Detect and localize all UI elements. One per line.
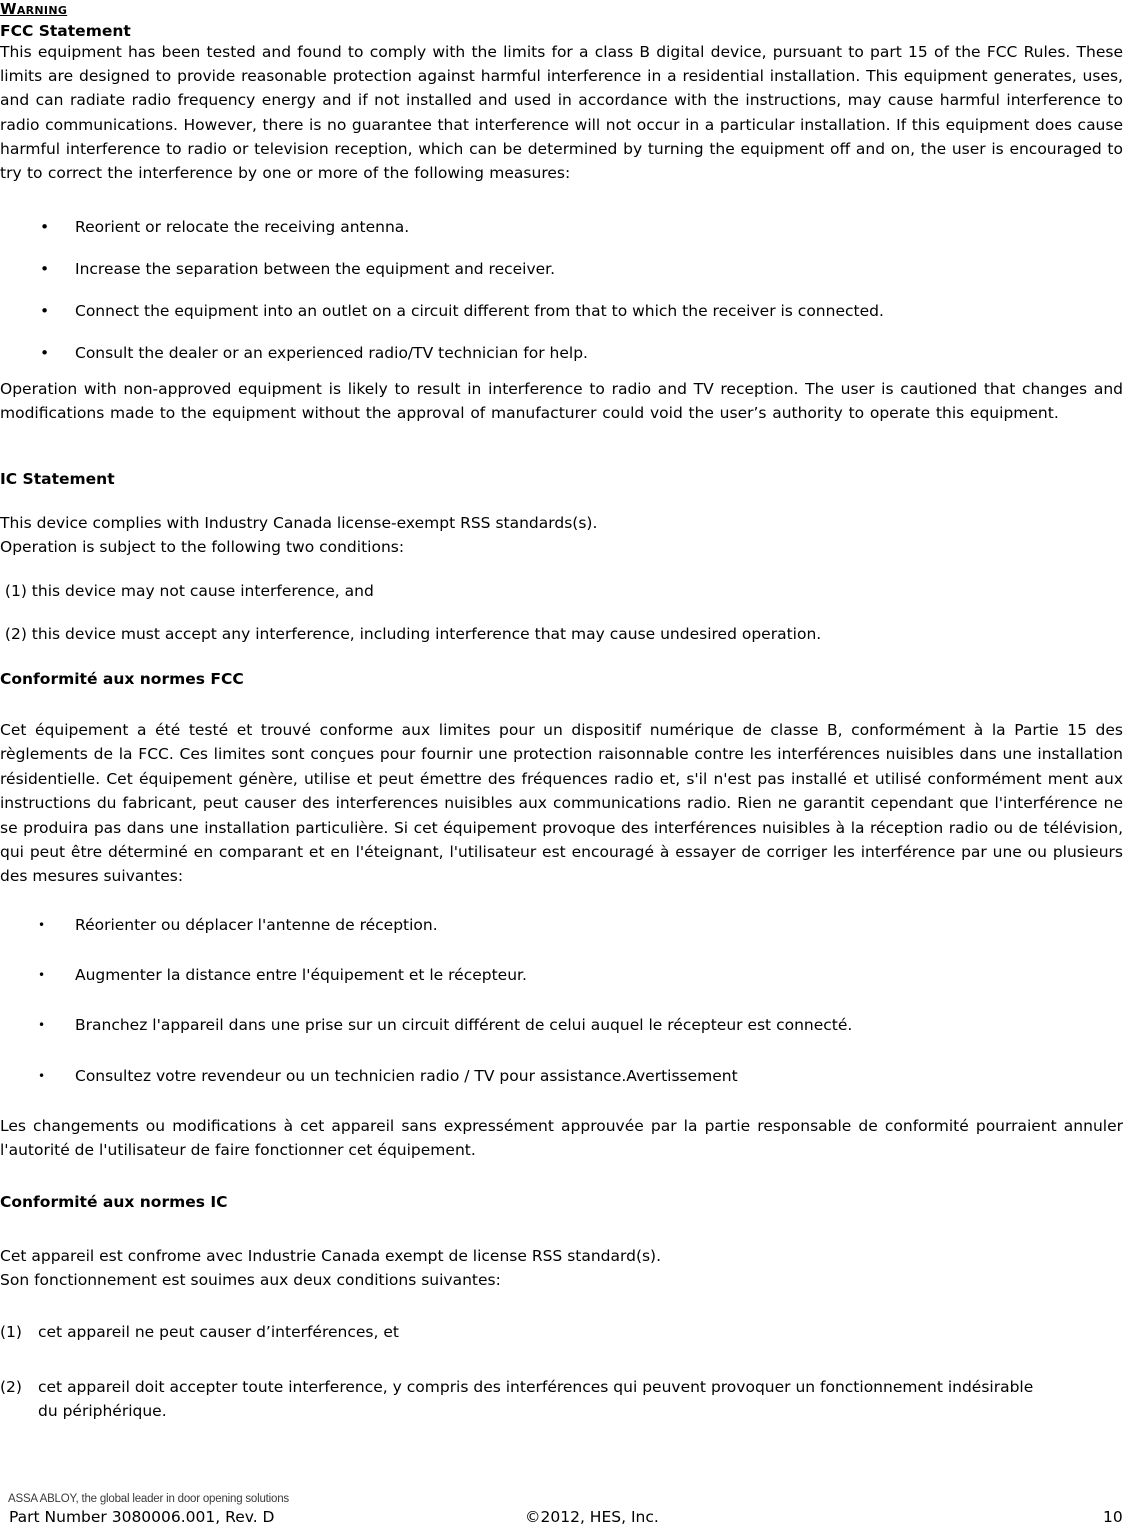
fcc-fr-caution-paragraph: Les changements ou modifications à cet appareil sans expressément approuvée par la partie responsable de conformité pourraient annuler l'autorité de l'utilisateur de faire fonctionner cet équipement. [0, 1117, 1123, 1160]
ic-heading: IC Statement [0, 470, 115, 488]
ic-fr-line-2: Son fonctionnement est souimes aux deux conditions suivantes: [0, 1271, 501, 1289]
warning-label [0, 0, 67, 18]
fcc-fr-measure-text: Réorienter ou déplacer l'antenne de réception. [75, 916, 438, 934]
fcc-fr-heading: Conformité aux normes FCC [0, 670, 244, 688]
bullet-icon: • [38, 1069, 46, 1083]
ic-line-2: Operation is subject to the following two conditions: [0, 538, 405, 556]
fcc-fr-intro-paragraph: Cet équipement a été testé et trouvé conforme aux limites pour un dispositif numérique de classe B, conformément à la Partie 15 des règlements de la FCC. Ces limites sont conçues pour fournir une protection raisonnable contre les interférences nuisibles dans une installation résidentielle. Cet équipement génère, utilise et peut émettre des fréquences radio et, s'il n'est pas installé et utilisé conformément ment aux instructions du fabricant, peut causer des interferences nuisibles aux communications radio. Rien ne garantit cependant que l'interférence ne se produira pas dans une installation particulière. Si cet équipement provoque des interférences nuisibles à la réception radio ou de télévision, qui peut être déterminé en comparant et en l'éteignant, l'utilisateur est encouragé à essayer de corriger les interférence par une ou plusieurs des mesures suivantes: [0, 721, 1123, 886]
condition-number: (1) [0, 1323, 22, 1341]
condition-text-continued: du périphérique. [38, 1402, 167, 1420]
condition-text: cet appareil ne peut causer d’interférences, et [38, 1323, 399, 1341]
fcc-fr-measure-text: Branchez l'appareil dans une prise sur un circuit différent de celui auquel le récepteur est connecté. [75, 1016, 853, 1034]
fcc-measure-text: Consult the dealer or an experienced radio/TV technician for help. [75, 344, 588, 362]
ic-line-1: This device complies with Industry Canada license-exempt RSS standards(s). [0, 514, 598, 532]
footer-page-number: 10 [1103, 1508, 1123, 1526]
bullet-icon: • [40, 344, 50, 362]
bullet-icon: • [38, 968, 46, 982]
ic-condition-1: (1) this device may not cause interference, and [0, 582, 374, 600]
bullet-icon: • [40, 302, 50, 320]
fcc-measure-text: Connect the equipment into an outlet on a circuit different from that to which the receiver is connected. [75, 302, 884, 320]
fcc-fr-measure-text: Augmenter la distance entre l'équipement et le récepteur. [75, 966, 527, 984]
bullet-icon: • [38, 918, 46, 932]
footer-part-number: Part Number 3080006.001, Rev. D [9, 1508, 275, 1526]
bullet-icon: • [40, 218, 50, 236]
condition-text: cet appareil doit accepter toute interference, y compris des interférences qui peuvent provoquer un fonctionnement indésirable [38, 1378, 1034, 1396]
ic-fr-line-1: Cet appareil est confrome avec Industrie Canada exempt de license RSS standard(s). [0, 1247, 662, 1265]
bullet-icon: • [40, 260, 50, 278]
bullet-icon: • [38, 1018, 46, 1032]
assa-abloy-logo: ASSA ABLOY, the global leader in door opening solutions [8, 1493, 289, 1505]
fcc-caution-paragraph: Operation with non-approved equipment is likely to result in interference to radio and TV reception. The user is cautioned that changes and modifications made to the equipment without the approval of manufacturer could void the user’s authority to operate this equipment. [0, 380, 1123, 423]
warning-text: Warning [0, 0, 68, 18]
fcc-measure-text: Reorient or relocate the receiving antenna. [75, 218, 410, 236]
fcc-heading: FCC Statement [0, 22, 131, 40]
fcc-measure-text: Increase the separation between the equipment and receiver. [75, 260, 556, 278]
footer-copyright: ©2012, HES, Inc. [525, 1508, 659, 1526]
fcc-intro-paragraph: This equipment has been tested and found to comply with the limits for a class B digital device, pursuant to part 15 of the FCC Rules. These limits are designed to provide reasonable protection against harmful interference in a residential installation. This equipment generates, uses, and can radiate radio frequency energy and if not installed and used in accordance with the instructions, may cause harmful interference to radio communications. However, there is no guarantee that interference will not occur in a particular installation. If this equipment does cause harmful interference to radio or television reception, which can be determined by turning the equipment off and on, the user is encouraged to try to correct the interference by one or more of the following measures: [0, 43, 1123, 183]
ic-condition-2: (2) this device must accept any interference, including interference that may cause undesired operation. [0, 625, 822, 643]
ic-fr-heading: Conformité aux normes IC [0, 1193, 228, 1211]
condition-number: (2) [0, 1378, 22, 1396]
fcc-fr-measure-text: Consultez votre revendeur ou un technicien radio / TV pour assistance.Avertissement [75, 1067, 738, 1085]
